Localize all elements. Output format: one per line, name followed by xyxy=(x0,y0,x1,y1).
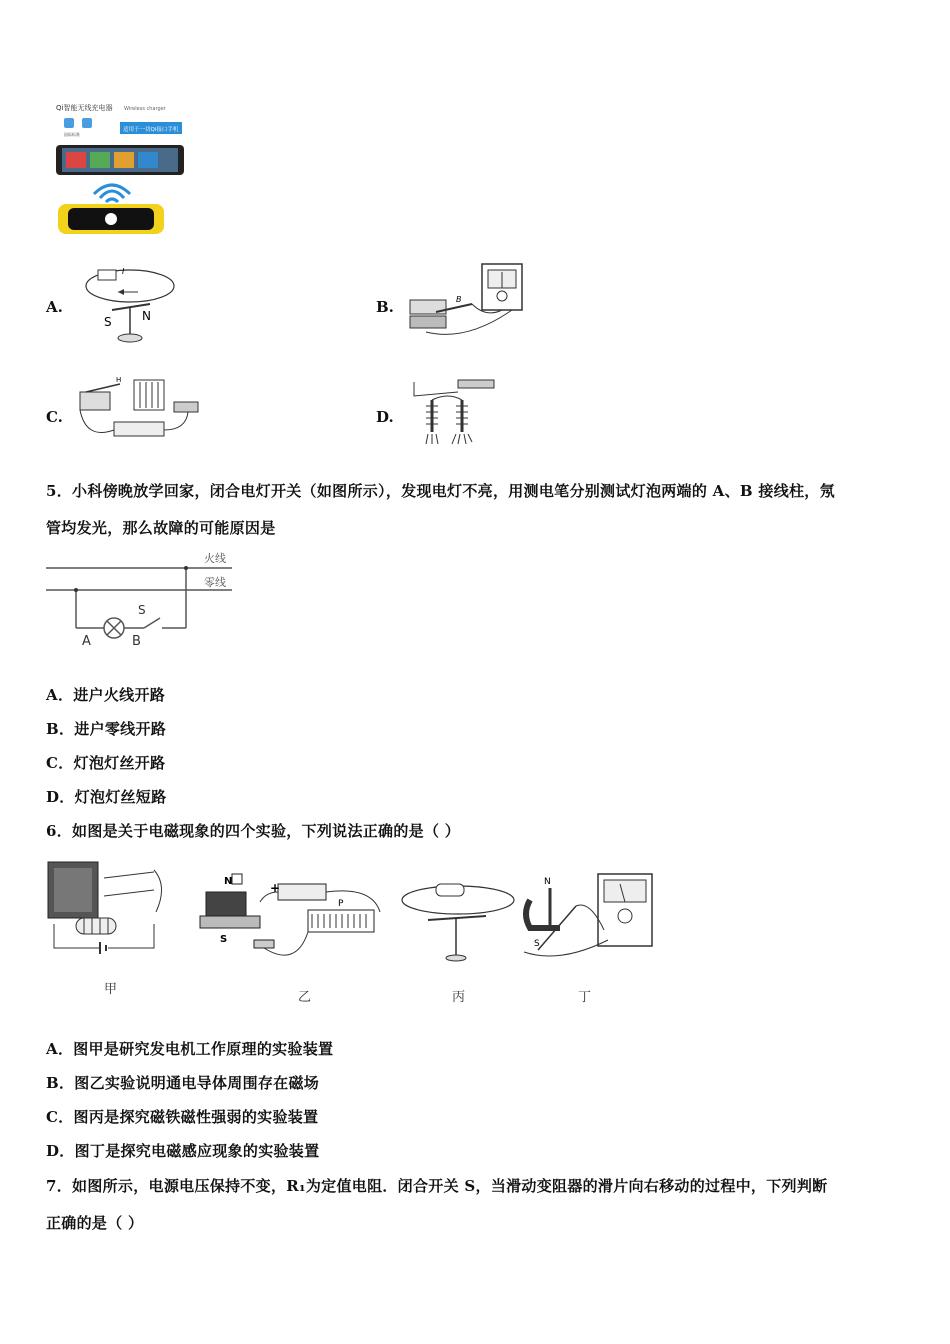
q4-option-d-label[interactable]: D. xyxy=(376,408,394,426)
q6-stem: 6．如图是关于电磁现象的四个实验，下列说法正确的是（ ） xyxy=(46,822,461,840)
svg-text:S: S xyxy=(220,934,228,945)
q5-stem-line2: 管均发光，那么故障的可能原因是 xyxy=(46,519,276,537)
q6-figure-bing xyxy=(398,872,518,964)
q4-option-b-figure xyxy=(406,262,526,344)
charger-title: Qi智能无线充电器 xyxy=(56,104,113,112)
q5-option-d[interactable]: D．灯泡灯丝短路 xyxy=(46,788,167,806)
svg-text:+: + xyxy=(270,881,281,895)
q5-option-c[interactable]: C．灯泡灯丝开路 xyxy=(46,754,166,772)
svg-text:N: N xyxy=(544,877,551,887)
svg-text:N: N xyxy=(142,309,151,323)
svg-text:S: S xyxy=(534,939,540,949)
q6-option-a[interactable]: A．图甲是研究发电机工作原理的实验装置 xyxy=(46,1040,334,1058)
switch-s-label: S xyxy=(138,603,146,617)
svg-text:S: S xyxy=(104,315,112,329)
q7-stem-line2: 正确的是（ ） xyxy=(46,1214,144,1232)
svg-text:H: H xyxy=(116,376,122,384)
q6-figure-ding xyxy=(520,870,660,966)
q5-circuit-diagram xyxy=(46,548,241,650)
svg-text:N: N xyxy=(224,876,233,887)
wireless-charger-image xyxy=(52,100,192,240)
q4-option-b-label[interactable]: B. xyxy=(376,298,394,316)
svg-text:B: B xyxy=(456,295,462,304)
q5-option-a[interactable]: A．进户火线开路 xyxy=(46,686,166,704)
q5-option-b[interactable]: B．进户零线开路 xyxy=(46,720,167,738)
q6-caption-bing: 丙 xyxy=(452,990,466,1005)
q6-caption-ding: 丁 xyxy=(578,990,592,1005)
q6-figure-jia xyxy=(44,856,184,966)
q4-option-c-label[interactable]: C. xyxy=(46,408,63,426)
q6-figure-yi xyxy=(196,872,386,968)
q4-option-d-figure xyxy=(404,372,504,450)
svg-text:I: I xyxy=(122,267,125,276)
q7-stem-line1: 7．如图所示，电源电压保持不变，R₁为定值电阻．闭合开关 S，当滑动变阻器的滑片向右移动的过程中，下列判断 xyxy=(46,1177,828,1195)
charger-badge: 适用于一切Qi接口手机 xyxy=(123,127,179,133)
q6-option-d[interactable]: D．图丁是探究电磁感应现象的实验装置 xyxy=(46,1142,320,1160)
q5-stem-line1: 5．小科傍晚放学回家，闭合电灯开关（如图所示），发现电灯不亮，用测电笔分别测试灯泡两端的 A、B 接线柱，氖 xyxy=(46,482,835,500)
q6-option-b[interactable]: B．图乙实验说明通电导体周围存在磁场 xyxy=(46,1074,320,1092)
q6-option-c[interactable]: C．图丙是探究磁铁磁性强弱的实验装置 xyxy=(46,1108,319,1126)
q4-option-a-figure xyxy=(78,258,178,348)
q4-option-a-label[interactable]: A. xyxy=(46,298,63,316)
q4-option-c-figure xyxy=(76,370,206,450)
terminal-a-label: A xyxy=(82,634,91,649)
q6-caption-yi: 乙 xyxy=(298,990,312,1005)
terminal-b-label: B xyxy=(132,634,141,649)
neutral-wire-label: 零线 xyxy=(204,576,226,589)
svg-text:P: P xyxy=(338,899,344,909)
charger-icon-label: 国际标准 xyxy=(64,132,80,137)
charger-subtitle: Wireless charger xyxy=(124,106,166,112)
live-wire-label: 火线 xyxy=(204,552,226,565)
q6-caption-jia: 甲 xyxy=(104,982,118,997)
